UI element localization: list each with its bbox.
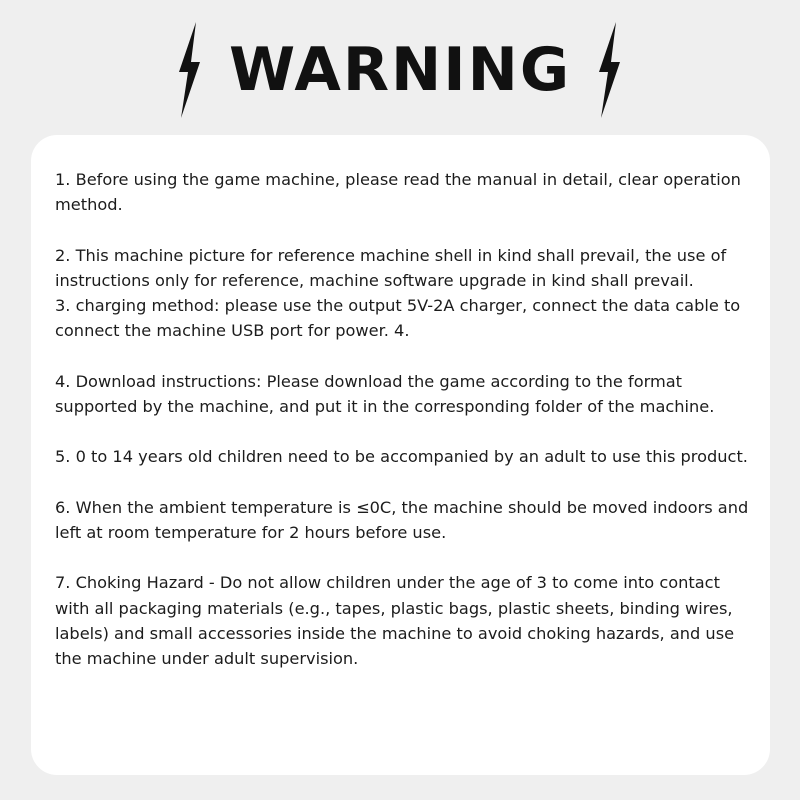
warning-note-1: 1. Before using the game machine, please read the manual in detail, clear operation method. [55, 170, 741, 215]
warning-note-3: 3. charging method: please use the output 5V-2A charger, connect the data cable to connect the machine USB port for power. 4. [55, 296, 741, 341]
warning-note-6: 6. When the ambient temperature is ≤0C, the machine should be moved indoors and left at room temperature for 2 hours before use. [55, 497, 749, 542]
lightning-bolt-icon [594, 22, 624, 118]
warning-card [31, 135, 770, 775]
warning-notes-list [55, 167, 755, 671]
warning-note-5: 5. 0 to 14 years old children need to be accompanied by an adult to use this product. [55, 447, 748, 467]
page-title: WARNING [228, 35, 572, 105]
warning-note-4: 4. Download instructions: Please download the game according to the format supported by the machine, and put it in the corresponding folder of the machine. [55, 371, 715, 417]
warning-note-7: 7. Choking Hazard - Do not allow children under the age of 3 to come into contact with all packaging materials (e.g., tapes, plastic bags, plastic sheets, binding wires, labels) and small accessories inside the machine to avoid choking hazards, and use the machine under adult supervision. [55, 573, 735, 669]
warning-note-2: 2. This machine picture for reference machine shell in kind shall prevail, the use of instructions only for reference, machine software upgrade in kind shall prevail. [55, 245, 727, 290]
